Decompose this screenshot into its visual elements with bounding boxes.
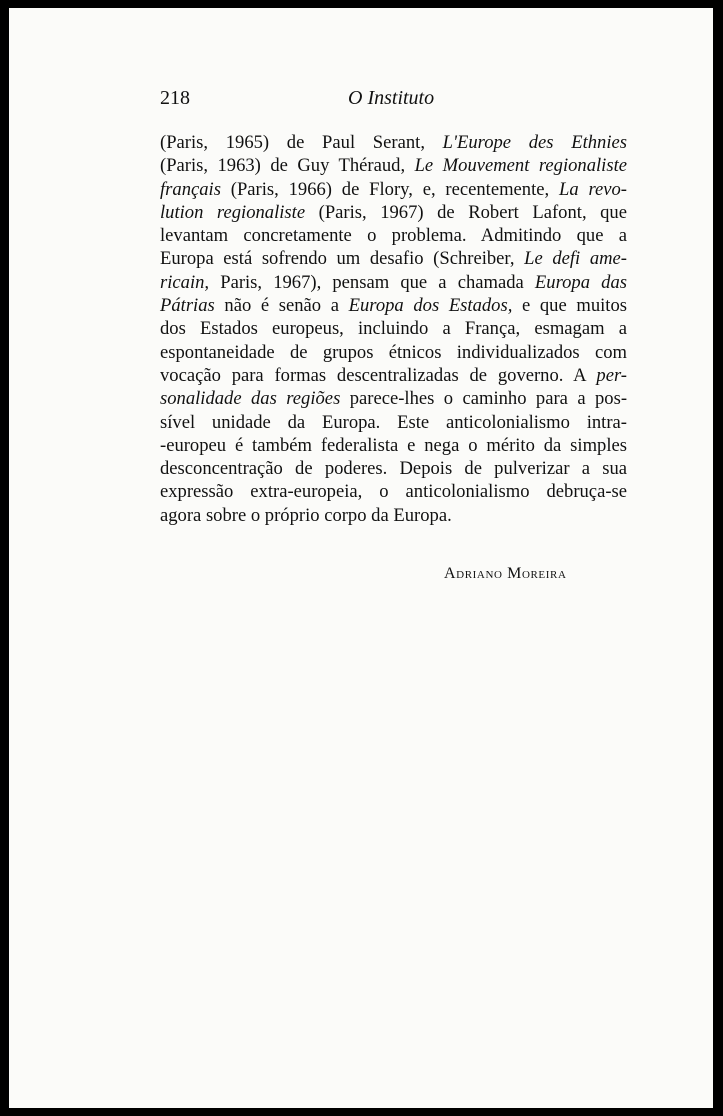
- page-header: [160, 87, 626, 117]
- running-title: O Instituto: [348, 87, 435, 109]
- text-segment: (Paris, 1963) de Guy Théraud,: [160, 155, 415, 177]
- text-segment: (Paris, 1966) de Flory, e, recentemente,: [220, 178, 559, 200]
- text-line: [160, 154, 627, 177]
- text-line: [160, 247, 627, 270]
- text-line: [160, 387, 627, 410]
- text-segment: expressão extra-europeia, o anticolonialismo debruça-se: [160, 481, 627, 503]
- text-line: [160, 364, 627, 387]
- text-line: [160, 434, 627, 457]
- italic-text-segment: lution regionaliste: [160, 201, 306, 223]
- text-segment: e que muitos: [512, 295, 627, 317]
- text-line: [160, 294, 627, 317]
- text-segment: parece-lhes o caminho para a pos-: [340, 388, 628, 410]
- italic-text-segment: La revo-: [559, 178, 627, 200]
- italic-text-segment: français: [160, 178, 221, 200]
- italic-text-segment: Pátrias: [160, 295, 215, 317]
- italic-text-segment: Europa dos Estados,: [348, 295, 513, 317]
- page-number: 218: [160, 87, 190, 109]
- text-line: [160, 457, 627, 480]
- text-line: [160, 178, 627, 201]
- italic-text-segment: L'Europe des Ethnies: [442, 132, 627, 153]
- text-line: [160, 131, 627, 154]
- italic-text-segment: sonalidade das regiões: [160, 388, 341, 410]
- text-line: [160, 224, 627, 247]
- text-line: [160, 480, 627, 503]
- text-segment: (Paris, 1967) de Robert Lafont, que: [305, 201, 627, 223]
- italic-text-segment: Europa das: [534, 271, 627, 293]
- text-line: [160, 411, 627, 434]
- text-segment: levantam concretamente o problema. Admitindo que a: [160, 225, 627, 247]
- text-segment: vocação para formas descentralizadas de governo. A: [160, 364, 597, 386]
- italic-text-segment: per-: [596, 364, 627, 386]
- text-segment: Europa está sofrendo um desafio (Schreiber,: [160, 248, 525, 270]
- italic-text-segment: Le defi ame-: [524, 248, 627, 270]
- text-segment: dos Estados europeus, incluindo a França, esmagam a: [160, 318, 627, 340]
- text-segment: desconcentração de poderes. Depois de pulverizar a sua: [160, 458, 627, 480]
- text-segment: agora sobre o próprio corpo da Europa.: [160, 504, 452, 526]
- italic-text-segment: ricain,: [160, 271, 210, 293]
- text-line: [160, 504, 627, 527]
- text-segment: espontaneidade de grupos étnicos individualizados com: [160, 341, 627, 363]
- text-segment: sível unidade da Europa. Este anticolonialismo intra-: [160, 411, 627, 433]
- text-line: [160, 271, 627, 294]
- text-segment: -europeu é também federalista e nega o mérito da simples: [160, 434, 627, 456]
- text-segment: Paris, 1967), pensam que a chamada: [209, 271, 535, 293]
- author-signature: Adriano Moreira: [444, 565, 567, 582]
- document-page: [9, 8, 713, 1108]
- text-line: [160, 317, 627, 340]
- body-paragraph: [160, 131, 627, 527]
- text-segment: não é senão a: [214, 295, 349, 317]
- text-segment: (Paris, 1965) de Paul Serant,: [160, 132, 443, 153]
- italic-text-segment: Le Mouvement regionaliste: [414, 155, 627, 177]
- text-line: [160, 201, 627, 224]
- text-line: [160, 341, 627, 364]
